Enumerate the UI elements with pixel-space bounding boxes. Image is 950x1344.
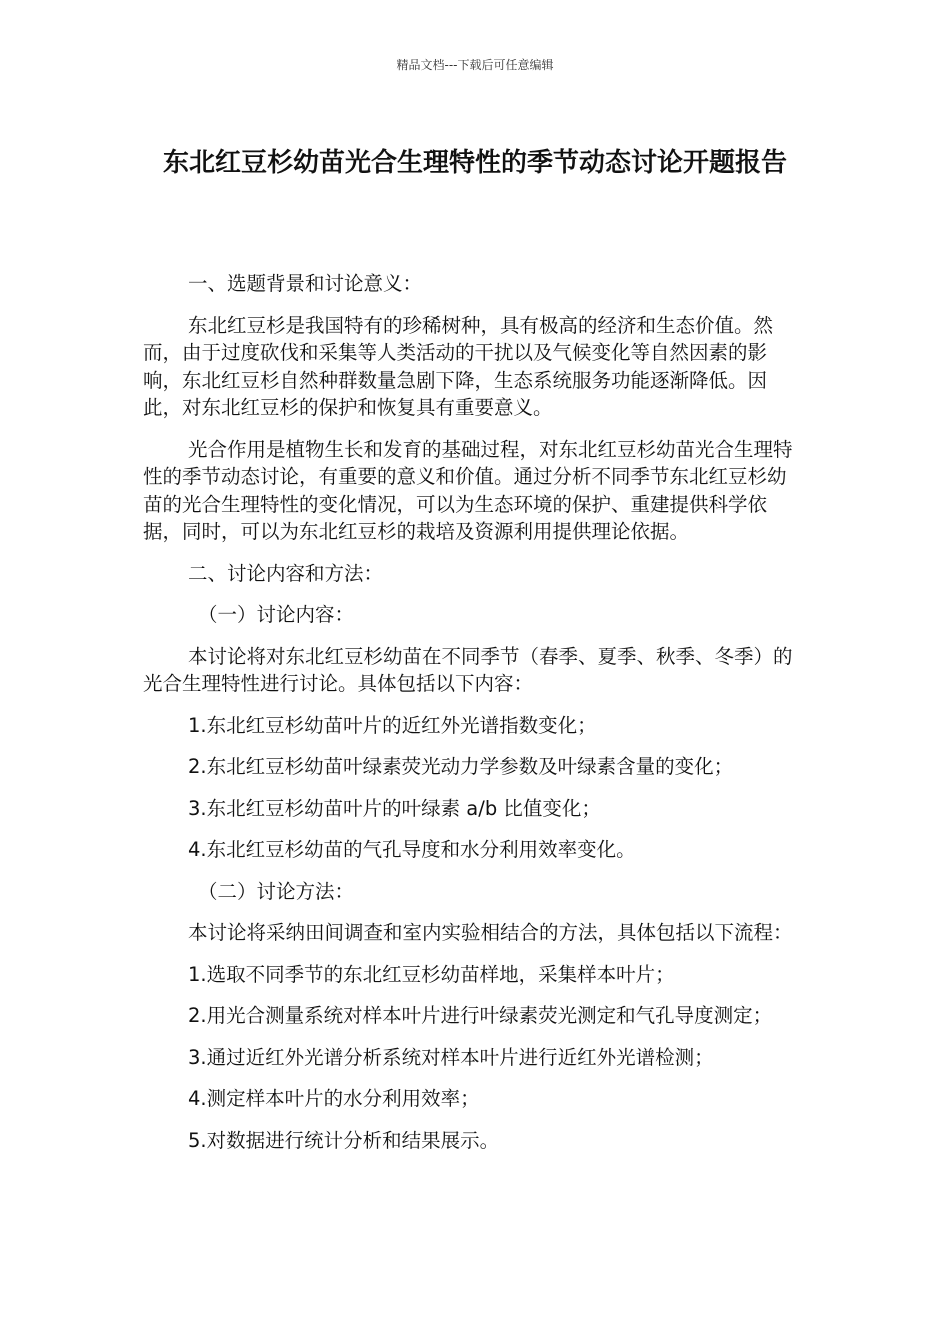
list-item: 2.用光合测量系统对样本叶片进行叶绿素荧光测定和气孔导度测定； — [188, 1004, 773, 1027]
section-heading: 一、选题背景和讨论意义： — [188, 272, 423, 295]
paragraph: 东北红豆杉是我国特有的珍稀树种，具有极高的经济和生态价值。然而，由于过度砍伐和采集等人类活动的干扰以及气候变化等自然因素的影响，东北红豆杉自然种群数量急剧下降，生态系统服务功能逐渐降低。因此，对东北红豆杉的保护和恢复具有重要意义。 — [143, 313, 774, 419]
list-item: 1.选取不同季节的东北红豆杉幼苗样地，采集样本叶片； — [188, 962, 675, 986]
list-item: 4.东北红豆杉幼苗的气孔导度和水分利用效率变化。 — [188, 838, 636, 861]
paragraph: 本讨论将对东北红豆杉幼苗在不同季节（春季、夏季、秋季、冬季）的光合生理特性进行讨论。具体包括以下内容： — [143, 644, 793, 695]
subsection-heading: （二）讨论方法： — [198, 879, 355, 903]
subsection-heading: （一）讨论内容： — [198, 603, 355, 626]
document-body — [143, 270, 803, 1168]
list-item: 3.东北红豆杉幼苗叶片的叶绿素 a/b 比值变化； — [188, 796, 601, 820]
list-item: 3.通过近红外光谱分析系统对样本叶片进行近红外光谱检测； — [188, 1045, 714, 1069]
section-heading: 二、讨论内容和方法： — [188, 561, 384, 585]
list-item: 2.东北红豆杉幼苗叶绿素荧光动力学参数及叶绿素含量的变化； — [188, 755, 734, 778]
list-item: 1.东北红豆杉幼苗叶片的近红外光谱指数变化； — [188, 713, 597, 737]
list-item: 5.对数据进行统计分析和结果展示。 — [188, 1128, 500, 1152]
document-title: 东北红豆杉幼苗光合生理特性的季节动态讨论开题报告 — [162, 148, 787, 178]
page-header-watermark: 精品文档---下载后可任意编辑 — [396, 58, 554, 72]
paragraph: 本讨论将采纳田间调查和室内实验相结合的方法，具体包括以下流程： — [188, 921, 793, 944]
paragraph: 光合作用是植物生长和发育的基础过程，对东北红豆杉幼苗光合生理特性的季节动态讨论，有重要的意义和价值。通过分析不同季节东北红豆杉幼苗的光合生理特性的变化情况，可以为生态环境的保护、重建提供科学依据，同时，可以为东北红豆杉的栽培及资源利用提供理论依据。 — [143, 437, 793, 543]
list-item: 4.测定样本叶片的水分利用效率； — [188, 1087, 480, 1110]
